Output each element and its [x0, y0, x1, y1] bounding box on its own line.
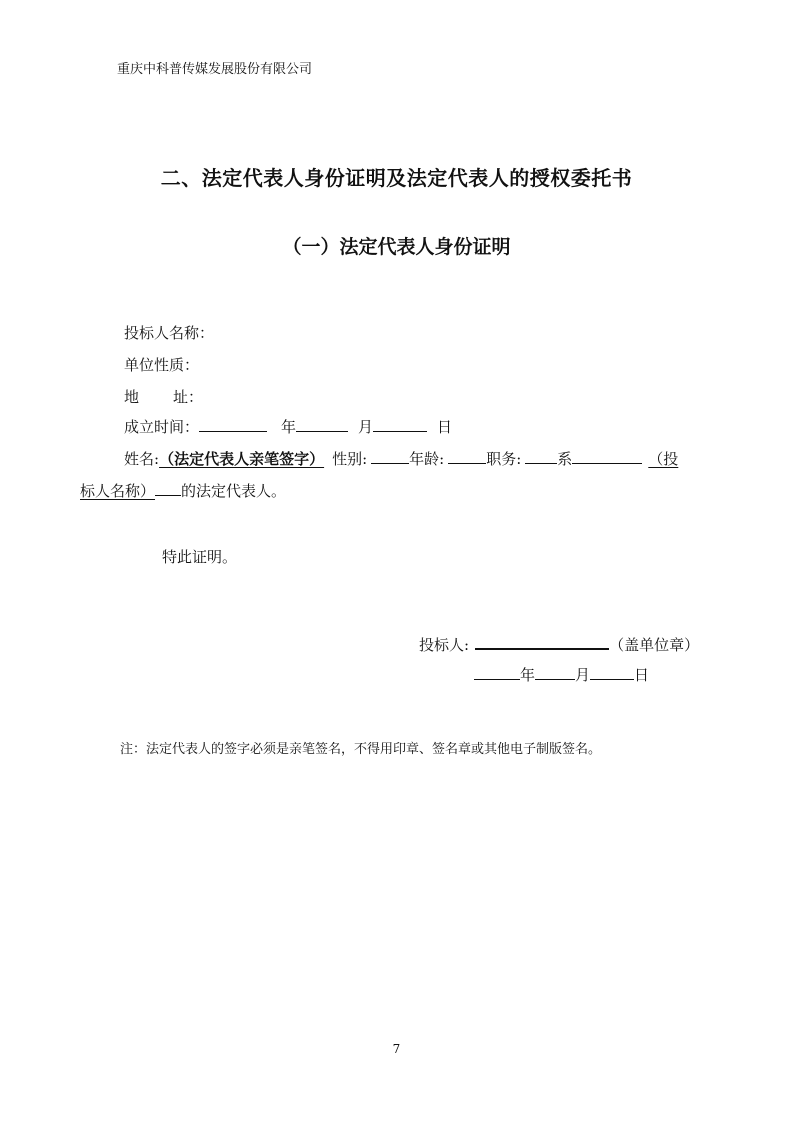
- rep-info-line-2: [80, 480, 286, 501]
- bidder-sign-line: [419, 634, 699, 655]
- sign-year-blank[interactable]: [474, 665, 520, 680]
- founded-month-label: 月: [358, 418, 374, 436]
- unit-nature-label: 单位性质：: [124, 356, 200, 374]
- rep-info-line: [124, 448, 678, 469]
- position-blank[interactable]: [525, 449, 557, 464]
- founded-label: 成立时间：: [124, 418, 200, 436]
- certify-text: 特此证明。: [162, 548, 238, 566]
- is-label: 系: [557, 450, 573, 468]
- gender-blank[interactable]: [371, 449, 409, 464]
- legal-rep-label: 的法定代表人。: [181, 482, 287, 500]
- position-label: 职务:: [486, 450, 522, 468]
- age-label: 年龄:: [409, 450, 445, 468]
- stamp-label: （盖单位章）: [609, 636, 700, 654]
- bidder-sign-label: 投标人:: [419, 636, 470, 654]
- founded-day-blank[interactable]: [373, 417, 427, 432]
- age-blank[interactable]: [448, 449, 486, 464]
- company-header: 重庆中科普传媒发展股份有限公司: [117, 62, 313, 77]
- founded-day-label: 日: [437, 418, 453, 436]
- page-number: 7: [392, 1042, 401, 1056]
- founded-year-blank[interactable]: [199, 417, 267, 432]
- bidder-close-blank[interactable]: [155, 481, 181, 496]
- founded-line: [124, 416, 452, 437]
- address-label: [124, 386, 203, 407]
- sign-year-label: 年: [520, 666, 536, 684]
- sign-day-blank[interactable]: [590, 665, 634, 680]
- bidder-close-label: 标人名称）: [80, 482, 156, 500]
- bidder-blank[interactable]: [572, 449, 642, 464]
- founded-year-label: 年: [281, 418, 297, 436]
- bidder-sign-blank[interactable]: [475, 634, 609, 650]
- founded-month-blank[interactable]: [296, 417, 348, 432]
- section-subtitle: （一）法定代表人身份证明: [282, 236, 511, 258]
- signature-field[interactable]: （法定代表人亲笔签字）: [159, 450, 325, 468]
- address-label-part1: 地: [124, 388, 140, 406]
- signature-note: 注：法定代表人的签字必须是亲笔签名，不得用印章、签名章或其他电子制版签名。: [120, 742, 602, 757]
- sign-day-label: 日: [634, 666, 650, 684]
- address-label-part2: 址：: [173, 388, 204, 406]
- name-label: 姓名:: [124, 450, 160, 468]
- sign-date-line: [474, 664, 649, 685]
- bidder-name-label: 投标人名称：: [124, 324, 215, 342]
- sign-month-label: 月: [575, 666, 591, 684]
- sign-month-blank[interactable]: [535, 665, 575, 680]
- bidder-open-label: （投: [648, 450, 679, 468]
- section-title: 二、法定代表人身份证明及法定代表人的授权委托书: [160, 166, 633, 190]
- gender-label: 性别:: [332, 450, 368, 468]
